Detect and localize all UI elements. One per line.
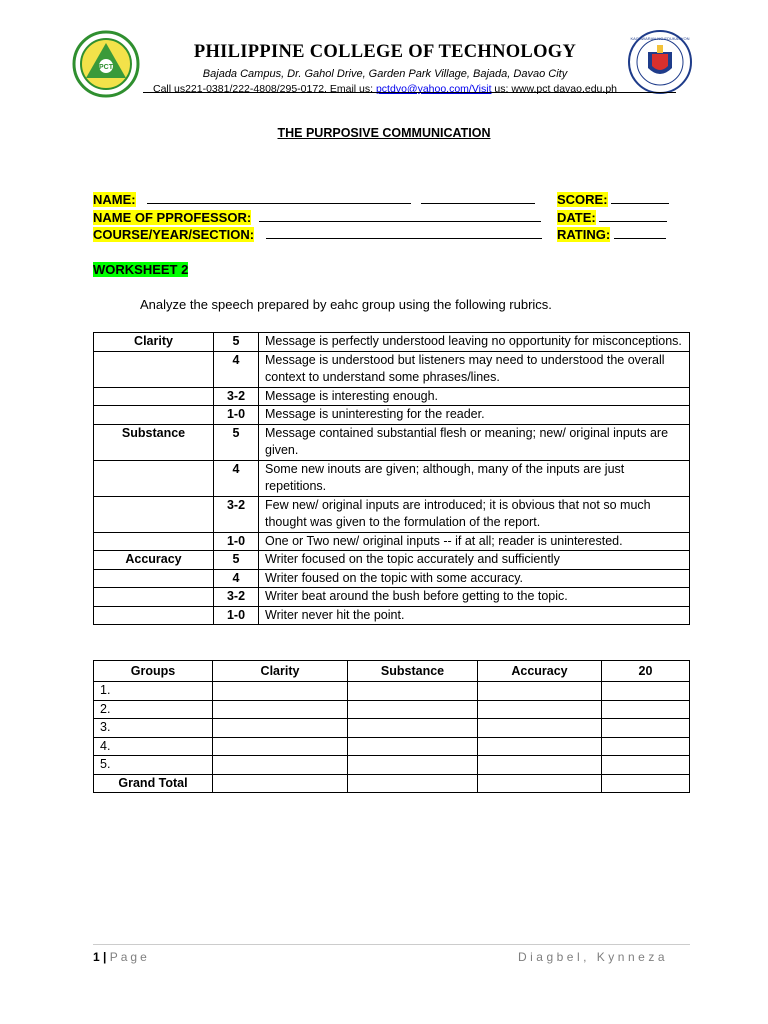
rubric-criterion xyxy=(94,496,214,532)
group-row xyxy=(94,700,690,719)
name-label: NAME: xyxy=(93,192,136,207)
rubric-description: Writer beat around the bush before getting to the topic. xyxy=(259,588,690,607)
name-row xyxy=(93,191,673,209)
course-blank[interactable] xyxy=(266,226,542,239)
rubric-row xyxy=(94,588,690,607)
rubric-description: Message is uninteresting for the reader. xyxy=(259,406,690,425)
course-row xyxy=(93,226,673,244)
rubric-score: 1-0 xyxy=(214,606,259,625)
rubric-criterion: Substance xyxy=(94,424,214,460)
date-label: DATE: xyxy=(557,209,596,225)
col-substance: Substance xyxy=(348,661,478,682)
score-cell[interactable] xyxy=(602,719,690,738)
score-cell[interactable] xyxy=(348,719,478,738)
score-cell[interactable] xyxy=(602,774,690,793)
rubric-criterion xyxy=(94,406,214,425)
rubric-criterion xyxy=(94,387,214,406)
logo-left-text: PCT xyxy=(99,64,113,71)
group-label: 5. xyxy=(94,756,213,775)
col-groups: Groups xyxy=(94,661,213,682)
course-label: COURSE/YEAR/SECTION: xyxy=(93,227,255,242)
rubric-criterion xyxy=(94,351,214,387)
score-blank[interactable] xyxy=(611,191,669,204)
name-blank-2[interactable] xyxy=(421,191,535,204)
page-separator: | xyxy=(103,950,107,964)
footer-rule xyxy=(93,944,690,945)
score-cell[interactable] xyxy=(602,737,690,756)
logo-right-text: KAGAWARAN NG EDUKASYON xyxy=(630,36,690,41)
group-label: 2. xyxy=(94,700,213,719)
page-indicator xyxy=(93,950,150,964)
score-cell[interactable] xyxy=(213,737,348,756)
rubric-score: 3-2 xyxy=(214,387,259,406)
rubric-score: 1-0 xyxy=(214,532,259,551)
rubric-score: 4 xyxy=(214,351,259,387)
header-rule xyxy=(143,92,676,93)
rating-label: RATING: xyxy=(557,227,611,242)
score-cell[interactable] xyxy=(213,774,348,793)
rubric-score: 1-0 xyxy=(214,406,259,425)
worksheet-label: WORKSHEET 2 xyxy=(93,262,189,277)
score-cell[interactable] xyxy=(213,756,348,775)
name-blank[interactable] xyxy=(147,191,411,204)
group-row xyxy=(94,756,690,775)
rubric-description: Writer foused on the topic with some accuracy. xyxy=(259,569,690,588)
rubric-criterion xyxy=(94,569,214,588)
rubric-score: 5 xyxy=(214,551,259,570)
rubric-row xyxy=(94,351,690,387)
rubric-description: Message is understood but listeners may need to understood the overall context to understand some phrases/lines. xyxy=(259,351,690,387)
group-label: 3. xyxy=(94,719,213,738)
score-cell[interactable] xyxy=(478,737,602,756)
rubric-row xyxy=(94,424,690,460)
rubric-description: Some new inouts are given; although, many of the inputs are just repetitions. xyxy=(259,460,690,496)
score-cell[interactable] xyxy=(602,700,690,719)
score-cell[interactable] xyxy=(478,682,602,701)
email-link[interactable]: pctdvo@yahoo.com/Visit xyxy=(375,83,492,95)
college-seal-logo xyxy=(72,30,140,98)
score-cell[interactable] xyxy=(602,756,690,775)
col-total: 20 xyxy=(602,661,690,682)
group-label: 1. xyxy=(94,682,213,701)
professor-label: NAME OF PPROFESSOR: xyxy=(93,209,252,225)
group-row xyxy=(94,719,690,738)
score-cell[interactable] xyxy=(348,700,478,719)
score-cell[interactable] xyxy=(213,682,348,701)
rubric-description: Writer never hit the point. xyxy=(259,606,690,625)
rubric-description: One or Two new/ original inputs -- if at all; reader is uninterested. xyxy=(259,532,690,551)
rating-blank[interactable] xyxy=(614,226,666,239)
rubric-table xyxy=(93,332,690,625)
student-info-fields xyxy=(93,191,673,244)
letterhead xyxy=(140,42,630,95)
instruction-text: Analyze the speech prepared by eahc group using the following rubrics. xyxy=(140,297,552,312)
college-name: PHILIPPINE COLLEGE OF TECHNOLOGY xyxy=(193,42,577,62)
rubric-score: 3-2 xyxy=(214,588,259,607)
rubric-description: Message contained substantial flesh or meaning; new/ original inputs are given. xyxy=(259,424,690,460)
rubric-row xyxy=(94,551,690,570)
contact-line xyxy=(140,83,630,95)
date-field xyxy=(557,209,667,227)
rubric-criterion xyxy=(94,588,214,607)
score-cell[interactable] xyxy=(348,682,478,701)
document-title: THE PURPOSIVE COMMUNICATION xyxy=(277,126,491,140)
score-cell[interactable] xyxy=(213,700,348,719)
col-clarity: Clarity xyxy=(213,661,348,682)
rubric-row xyxy=(94,569,690,588)
rubric-criterion xyxy=(94,606,214,625)
rubric-score: 3-2 xyxy=(214,496,259,532)
rubric-description: Writer focused on the topic accurately and sufficiently xyxy=(259,551,690,570)
rubric-criterion xyxy=(94,460,214,496)
score-field xyxy=(557,191,669,209)
score-cell[interactable] xyxy=(348,774,478,793)
score-cell[interactable] xyxy=(602,682,690,701)
score-label: SCORE: xyxy=(557,192,608,207)
deped-seal-logo xyxy=(628,30,692,94)
page-number: 1 xyxy=(93,950,100,964)
rubric-score: 5 xyxy=(214,333,259,352)
score-cell[interactable] xyxy=(478,756,602,775)
rubric-row xyxy=(94,406,690,425)
rubric-description: Message is perfectly understood leaving no opportunity for misconceptions. xyxy=(259,333,690,352)
score-cell[interactable] xyxy=(348,756,478,775)
group-row xyxy=(94,774,690,793)
contact-prefix: Call us221-0381/222-4808/295-0172. Email us: xyxy=(152,83,376,95)
rating-field xyxy=(557,226,666,244)
rubric-criterion: Accuracy xyxy=(94,551,214,570)
group-row xyxy=(94,737,690,756)
professor-blank[interactable] xyxy=(259,209,541,222)
score-cell[interactable] xyxy=(478,774,602,793)
col-accuracy: Accuracy xyxy=(478,661,602,682)
rubric-score: 4 xyxy=(214,460,259,496)
rubric-row xyxy=(94,387,690,406)
score-cell[interactable] xyxy=(478,700,602,719)
rubric-description: Few new/ original inputs are introduced; it is obvious that not so much thought was given to the formulation of the report. xyxy=(259,496,690,532)
group-row xyxy=(94,682,690,701)
professor-row xyxy=(93,209,673,227)
rubric-description: Message is interesting enough. xyxy=(259,387,690,406)
date-blank[interactable] xyxy=(599,209,667,222)
rubric-score: 5 xyxy=(214,424,259,460)
rubric-row xyxy=(94,496,690,532)
score-cell[interactable] xyxy=(213,719,348,738)
page-word: Page xyxy=(109,950,150,964)
rubric-criterion xyxy=(94,532,214,551)
group-label: 4. xyxy=(94,737,213,756)
rubric-row xyxy=(94,532,690,551)
group-label: Grand Total xyxy=(94,774,213,793)
rubric-row xyxy=(94,606,690,625)
rubric-score: 4 xyxy=(214,569,259,588)
footer-author: Diagbel, Kynneza xyxy=(517,950,668,964)
groups-score-table xyxy=(93,660,690,793)
contact-suffix: us: www.pct davao.edu.ph xyxy=(491,83,617,95)
rubric-row xyxy=(94,460,690,496)
rubric-criterion: Clarity xyxy=(94,333,214,352)
score-cell[interactable] xyxy=(478,719,602,738)
campus-address: Bajada Campus, Dr. Gahol Drive, Garden Park Village, Bajada, Davao City xyxy=(202,68,568,80)
rubric-row xyxy=(94,333,690,352)
score-cell[interactable] xyxy=(348,737,478,756)
groups-header-row xyxy=(94,661,690,682)
